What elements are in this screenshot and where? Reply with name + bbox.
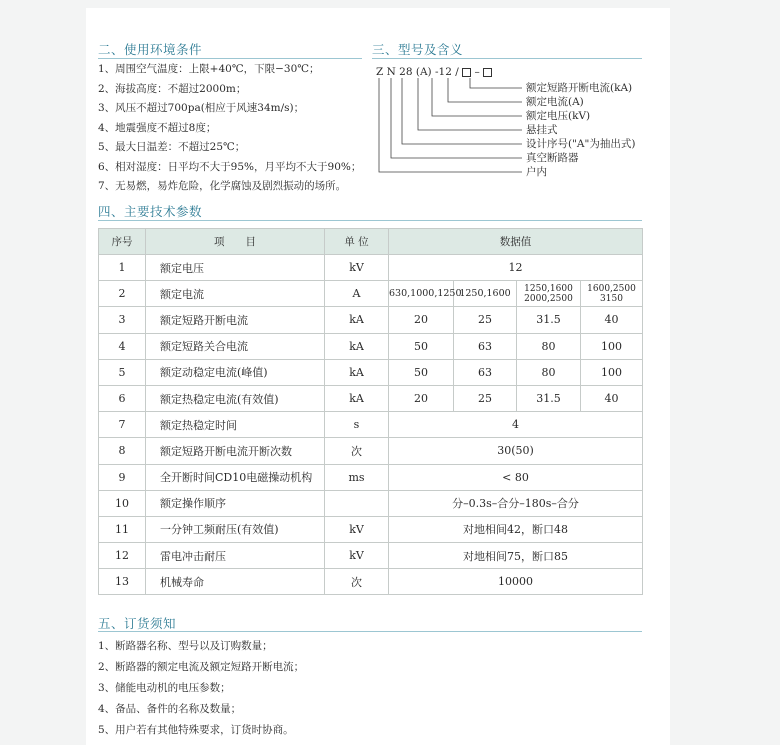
cell-value: 100 — [581, 333, 643, 359]
cell-unit: kV — [325, 255, 389, 281]
table-row — [99, 490, 643, 516]
cell-no: 7 — [99, 412, 146, 438]
cell-value: 1250,1600 2000,2500 — [517, 281, 581, 307]
table-row — [99, 464, 643, 490]
table-row — [99, 412, 643, 438]
cell-no: 12 — [99, 543, 146, 569]
cell-no: 3 — [99, 307, 146, 333]
section-rule — [98, 631, 642, 632]
model-separator: – — [474, 66, 480, 78]
model-legend-item: 额定电流(A) — [526, 96, 584, 108]
section-rule — [98, 58, 362, 59]
environment-item: 1、周围空气温度：上限+40℃，下限−30℃； — [98, 63, 320, 75]
table-row — [99, 385, 643, 411]
cell-value: 63 — [454, 333, 517, 359]
cell-item: 机械寿命 — [146, 569, 325, 595]
cell-value: 对地相间75，断口85 — [389, 543, 643, 569]
cell-item: 一分钟工频耐压(有效值) — [146, 516, 325, 542]
model-box-2 — [483, 68, 492, 77]
environment-item: 7、无易燃，易炸危险，化学腐蚀及剧烈振动的场所。 — [98, 180, 347, 192]
section-title-parameters: 四、主要技术参数 — [98, 204, 203, 219]
cell-item: 额定动稳定电流(峰值) — [146, 359, 325, 385]
model-box-1 — [462, 68, 471, 77]
cell-item: 雷电冲击耐压 — [146, 543, 325, 569]
environment-item: 5、最大日温差：不超过25℃； — [98, 141, 246, 153]
cell-value: 50 — [389, 359, 454, 385]
section-title-order: 五、订货须知 — [98, 616, 177, 631]
order-item: 3、储能电动机的电压参数； — [98, 682, 231, 694]
table-row — [99, 281, 643, 307]
environment-item: 2、海拔高度：不超过2000m； — [98, 82, 247, 95]
cell-item: 额定短路关合电流 — [146, 333, 325, 359]
model-legend-item: 真空断路器 — [526, 152, 579, 164]
cell-no: 11 — [99, 516, 146, 542]
table-row — [99, 333, 643, 359]
cell-value: 对地相间42，断口48 — [389, 516, 643, 542]
table-row — [99, 359, 643, 385]
header-values: 数据值 — [389, 229, 643, 255]
cell-item: 全开断时间CD10电磁操动机构 — [146, 464, 325, 490]
order-item: 1、断路器名称、型号以及订购数量； — [98, 640, 273, 652]
cell-value: 80 — [517, 333, 581, 359]
cell-value: 分–0.3s–合分–180s–合分 — [389, 490, 643, 516]
cell-item: 额定热稳定时间 — [146, 412, 325, 438]
cell-unit: s — [325, 412, 389, 438]
table-row — [99, 516, 643, 542]
cell-unit — [325, 490, 389, 516]
cell-item: 额定短路开断电流 — [146, 307, 325, 333]
table-row — [99, 307, 643, 333]
cell-item: 额定热稳定电流(有效值) — [146, 385, 325, 411]
order-item: 5、用户若有其他特殊要求，订货时协商。 — [98, 724, 294, 736]
cell-unit: kA — [325, 385, 389, 411]
cell-no: 13 — [99, 569, 146, 595]
cell-value: 10000 — [389, 569, 643, 595]
cell-value: 30(50) — [389, 438, 643, 464]
cell-unit: kA — [325, 307, 389, 333]
cell-unit: 次 — [325, 569, 389, 595]
cell-no: 6 — [99, 385, 146, 411]
cell-value: 40 — [581, 307, 643, 333]
model-legend-item: 设计序号("A"为抽出式) — [526, 138, 636, 150]
parameters-table — [98, 228, 643, 595]
cell-no: 2 — [99, 281, 146, 307]
environment-item: 4、地震强度不超过8度； — [98, 121, 217, 134]
table-row — [99, 543, 643, 569]
cell-value: < 80 — [389, 464, 643, 490]
cell-value: 31.5 — [517, 307, 581, 333]
cell-value: 12 — [389, 255, 643, 281]
cell-item: 额定短路开断电流开断次数 — [146, 438, 325, 464]
cell-value: 63 — [454, 359, 517, 385]
order-item: 2、断路器的额定电流及额定短路开断电流； — [98, 661, 305, 673]
cell-unit: kV — [325, 543, 389, 569]
header-item: 项 目 — [146, 229, 325, 255]
section-title-model: 三、型号及含义 — [372, 42, 464, 57]
cell-value: 1250,1600 — [454, 281, 517, 307]
table-row — [99, 255, 643, 281]
header-unit: 单 位 — [325, 229, 389, 255]
environment-item: 3、风压不超过700pa(相应于风速34m/s)； — [98, 102, 305, 114]
cell-no: 1 — [99, 255, 146, 281]
cell-unit: kA — [325, 333, 389, 359]
table-header-row — [99, 229, 643, 255]
section-title-environment: 二、使用环境条件 — [98, 42, 203, 57]
model-legend-item: 额定短路开断电流(kA) — [526, 82, 633, 94]
cell-value: 20 — [389, 385, 454, 411]
cell-value: 40 — [581, 385, 643, 411]
table-row — [99, 438, 643, 464]
model-legend-item: 额定电压(kV) — [526, 110, 591, 122]
cell-value: 25 — [454, 385, 517, 411]
table-row — [99, 569, 643, 595]
cell-value: 20 — [389, 307, 454, 333]
model-code-prefix: Z N 28 (A) -12 / — [376, 66, 459, 78]
model-legend-item: 悬挂式 — [526, 124, 558, 136]
document-page — [86, 8, 670, 745]
cell-value: 4 — [389, 412, 643, 438]
section-rule — [98, 220, 642, 221]
cell-unit: 次 — [325, 438, 389, 464]
cell-value: 100 — [581, 359, 643, 385]
cell-no: 5 — [99, 359, 146, 385]
cell-no: 8 — [99, 438, 146, 464]
cell-value: 50 — [389, 333, 454, 359]
cell-unit: kA — [325, 359, 389, 385]
cell-unit: A — [325, 281, 389, 307]
cell-value: 25 — [454, 307, 517, 333]
cell-item: 额定操作顺序 — [146, 490, 325, 516]
cell-unit: ms — [325, 464, 389, 490]
model-code — [376, 66, 492, 78]
model-legend-item: 户内 — [526, 166, 547, 178]
cell-no: 4 — [99, 333, 146, 359]
order-item: 4、备品、备件的名称及数量； — [98, 703, 242, 715]
environment-item: 6、相对湿度：日平均不大于95%，月平均不大于90%； — [98, 160, 362, 173]
cell-value: 1600,2500 3150 — [581, 281, 643, 307]
cell-no: 10 — [99, 490, 146, 516]
cell-value: 630,1000,1250 — [389, 281, 454, 307]
cell-value: 31.5 — [517, 385, 581, 411]
cell-unit: kV — [325, 516, 389, 542]
cell-no: 9 — [99, 464, 146, 490]
cell-item: 额定电压 — [146, 255, 325, 281]
cell-item: 额定电流 — [146, 281, 325, 307]
cell-value: 80 — [517, 359, 581, 385]
section-rule — [372, 58, 642, 59]
header-no: 序号 — [99, 229, 146, 255]
